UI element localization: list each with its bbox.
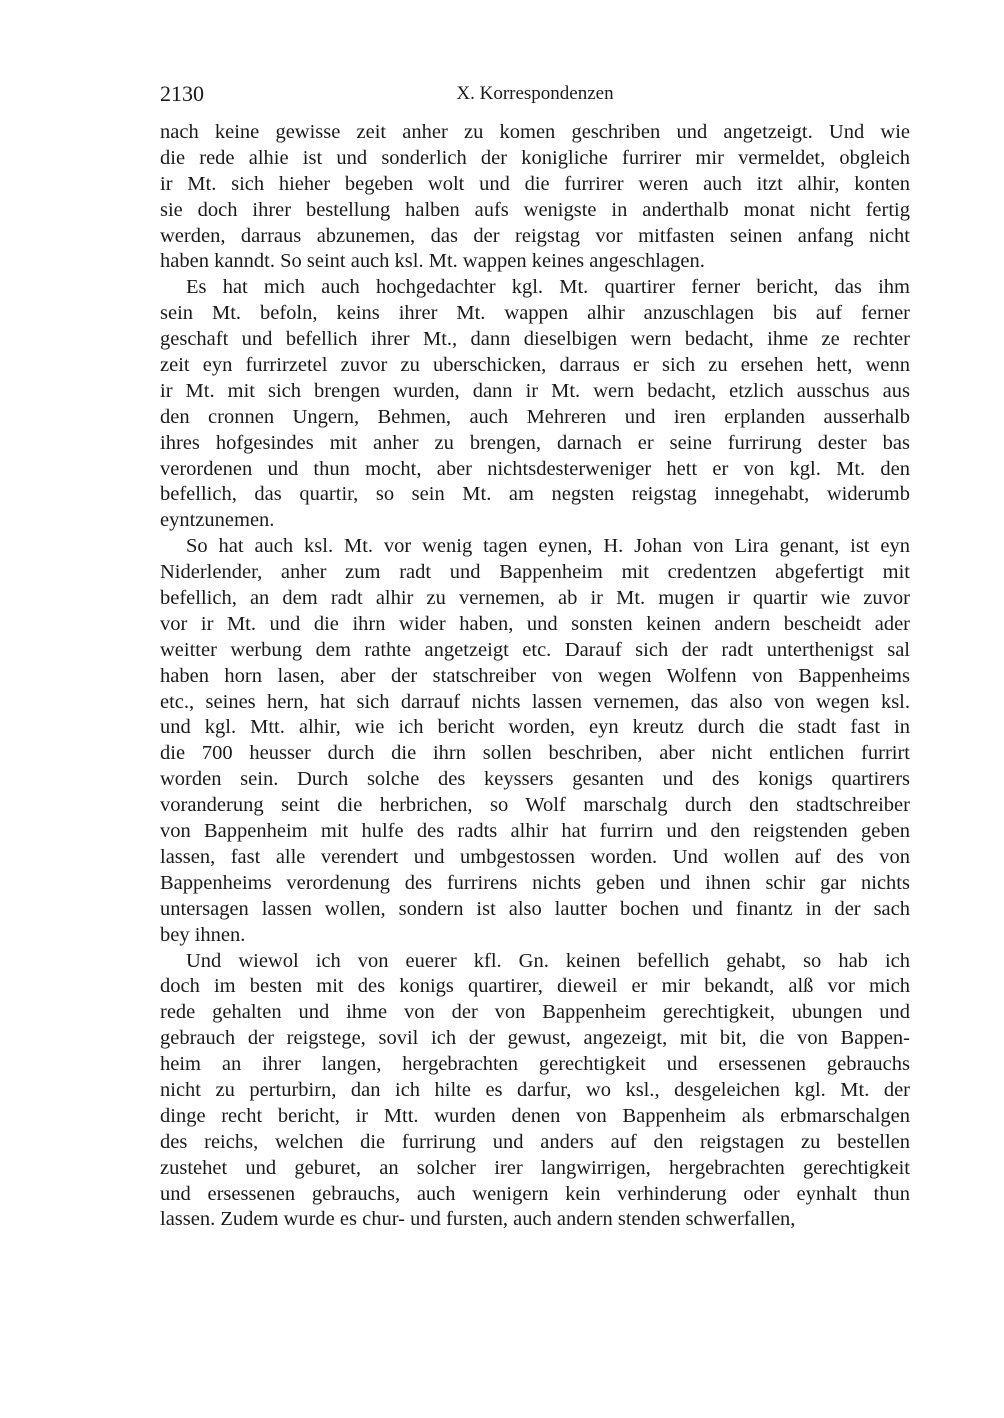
page-body bbox=[160, 120, 910, 1233]
text-line: des reichs, welchen die furrirung und anders auf den reigstagen zu bestellen bbox=[160, 1130, 910, 1153]
text-line: bey ihnen. bbox=[160, 923, 246, 946]
text-line: die rede alhie ist und sonderlich der konigliche furrirer mir vermeldet, obgleich bbox=[160, 146, 910, 169]
text-line: von Bappenheim mit hulfe des radts alhir hat furrirn und den reigstenden geben bbox=[160, 820, 910, 843]
text-line: Bappenheims verordenung des furrirens nichts geben und ihnen schir gar nichts bbox=[160, 871, 910, 894]
text-line: und ersessenen gebrauchs, auch wenigern kein verhinderung oder eynhalt thun bbox=[160, 1182, 910, 1205]
text-line: nach keine gewisse zeit anher zu komen geschriben und angetzeigt. Und wie bbox=[160, 121, 910, 143]
text-line: etc., seines hern, hat sich darrauf nichts lassen vernemen, das also von wegen ksl. bbox=[160, 690, 910, 713]
text-line: lassen. Zudem wurde es chur- und fursten, auch andern stenden schwerfallen, bbox=[160, 1208, 796, 1231]
text-line: nicht zu perturbirn, dan ich hilte es darfur, wo ksl., desgeleichen kgl. Mt. der bbox=[160, 1078, 910, 1101]
text-line: vor ir Mt. und die ihrn wider haben, und sonsten keinen andern bescheidt ader bbox=[160, 612, 910, 635]
text-line: gebrauch der reigstege, sovil ich der gewust, angezeigt, mit bit, die von Bappen- bbox=[160, 1027, 910, 1050]
running-head: X. Korrespondenzen bbox=[456, 83, 614, 104]
text-line: haben horn lasen, aber der statschreiber von wegen Wolfenn von Bappenheims bbox=[160, 664, 910, 687]
page-number: 2130 bbox=[160, 81, 204, 106]
text-line: rede gehalten und ihme von der von Bappenheim gerechtigkeit, ubungen und bbox=[160, 1001, 910, 1024]
text-line: lassen, fast alle verendert und umbgestossen worden. Und wollen auf des von bbox=[160, 845, 910, 868]
paragraph bbox=[160, 275, 910, 534]
text-line: geschaft und befellich ihrer Mt., dann dieselbigen wern bedacht, ihme ze rechter bbox=[160, 328, 910, 351]
text-line: ir Mt. mit sich brengen wurden, dann ir Mt. wern bedacht, etzlich ausschus aus bbox=[160, 379, 910, 402]
text-line: haben kanndt. So seint auch ksl. Mt. wappen keines angeschlagen. bbox=[160, 250, 705, 273]
page-header bbox=[160, 80, 910, 108]
text-line: So hat auch ksl. Mt. vor wenig tagen eynen, H. Johan von Lira genant, ist eyn bbox=[186, 535, 910, 558]
text-line: Es hat mich auch hochgedachter kgl. Mt. quartirer ferner bericht, das ihm bbox=[186, 276, 910, 299]
text-line: zeit eyn furrirzetel zuvor zu uberschicken, darraus er sich zu ersehen hett, wenn bbox=[160, 354, 910, 377]
paragraph bbox=[160, 120, 910, 275]
text-line: die 700 heusser durch die ihrn sollen beschriben, aber nicht entlichen furrirt bbox=[160, 742, 910, 765]
text-line: heim an ihrer langen, hergebrachten gerechtigkeit und ersessenen gebrauchs bbox=[160, 1053, 910, 1076]
text-line: verordenen und thun mocht, aber nichtsdesterweniger hett er von kgl. Mt. den bbox=[160, 457, 910, 480]
text-line: sie doch ihrer bestellung halben aufs wenigste in anderthalb monat nicht fertig bbox=[160, 198, 910, 221]
text-line: worden sein. Durch solche des keyssers gesanten und des konigs quartirers bbox=[160, 768, 910, 791]
text-line: weitter werbung dem rathte angetzeigt etc. Darauf sich der radt unterthenigst sal bbox=[160, 638, 910, 661]
text-line: befellich, an dem radt alhir zu vernemen, ab ir Mt. mugen ir quartir wie zuvor bbox=[160, 587, 910, 610]
text-line: sein Mt. befoln, keins ihrer Mt. wappen alhir anzuschlagen bis auf ferner bbox=[160, 302, 910, 325]
text-line: voranderung seint die herbrichen, so Wolf marschalg durch den stadtschreiber bbox=[160, 794, 910, 817]
text-line: Und wiewol ich von euerer kfl. Gn. keinen befellich gehabt, so hab ich bbox=[186, 949, 910, 972]
text-line: eyntzunemen. bbox=[160, 509, 275, 532]
text-line: Niderlender, anher zum radt und Bappenheim mit credentzen abgefertigt mit bbox=[160, 561, 910, 584]
paragraph bbox=[160, 534, 910, 948]
text-line: untersagen lassen wollen, sondern ist also lautter bochen und finantz in der sach bbox=[160, 897, 910, 920]
paragraph bbox=[160, 949, 910, 1234]
text-line: ihres hofgesindes mit anher zu brengen, darnach er seine furrirung dester bas bbox=[160, 431, 910, 454]
text-line: zustehet und geburet, an solcher irer langwirrigen, hergebrachten gerechtigkeit bbox=[160, 1156, 910, 1179]
text-line: befellich, das quartir, so sein Mt. am negsten reigstag innegehabt, widerumb bbox=[160, 483, 910, 506]
text-line: doch im besten mit des konigs quartirer, dieweil er mir bekandt, alß vor mich bbox=[160, 975, 910, 998]
text-line: ir Mt. sich hieher begeben wolt und die furrirer weren auch itzt alhir, konten bbox=[160, 172, 910, 195]
text-line: und kgl. Mtt. alhir, wie ich bericht worden, eyn kreutz durch die stadt fast in bbox=[160, 716, 910, 739]
text-line: dinge recht bericht, ir Mtt. wurden denen von Bappenheim als erbmarschalgen bbox=[160, 1104, 910, 1127]
text-line: den cronnen Ungern, Behmen, auch Mehreren und iren erplanden ausserhalb bbox=[160, 405, 910, 428]
text-line: werden, darraus abzunemen, das der reigstag vor mitfasten seinen anfang nicht bbox=[160, 224, 910, 247]
